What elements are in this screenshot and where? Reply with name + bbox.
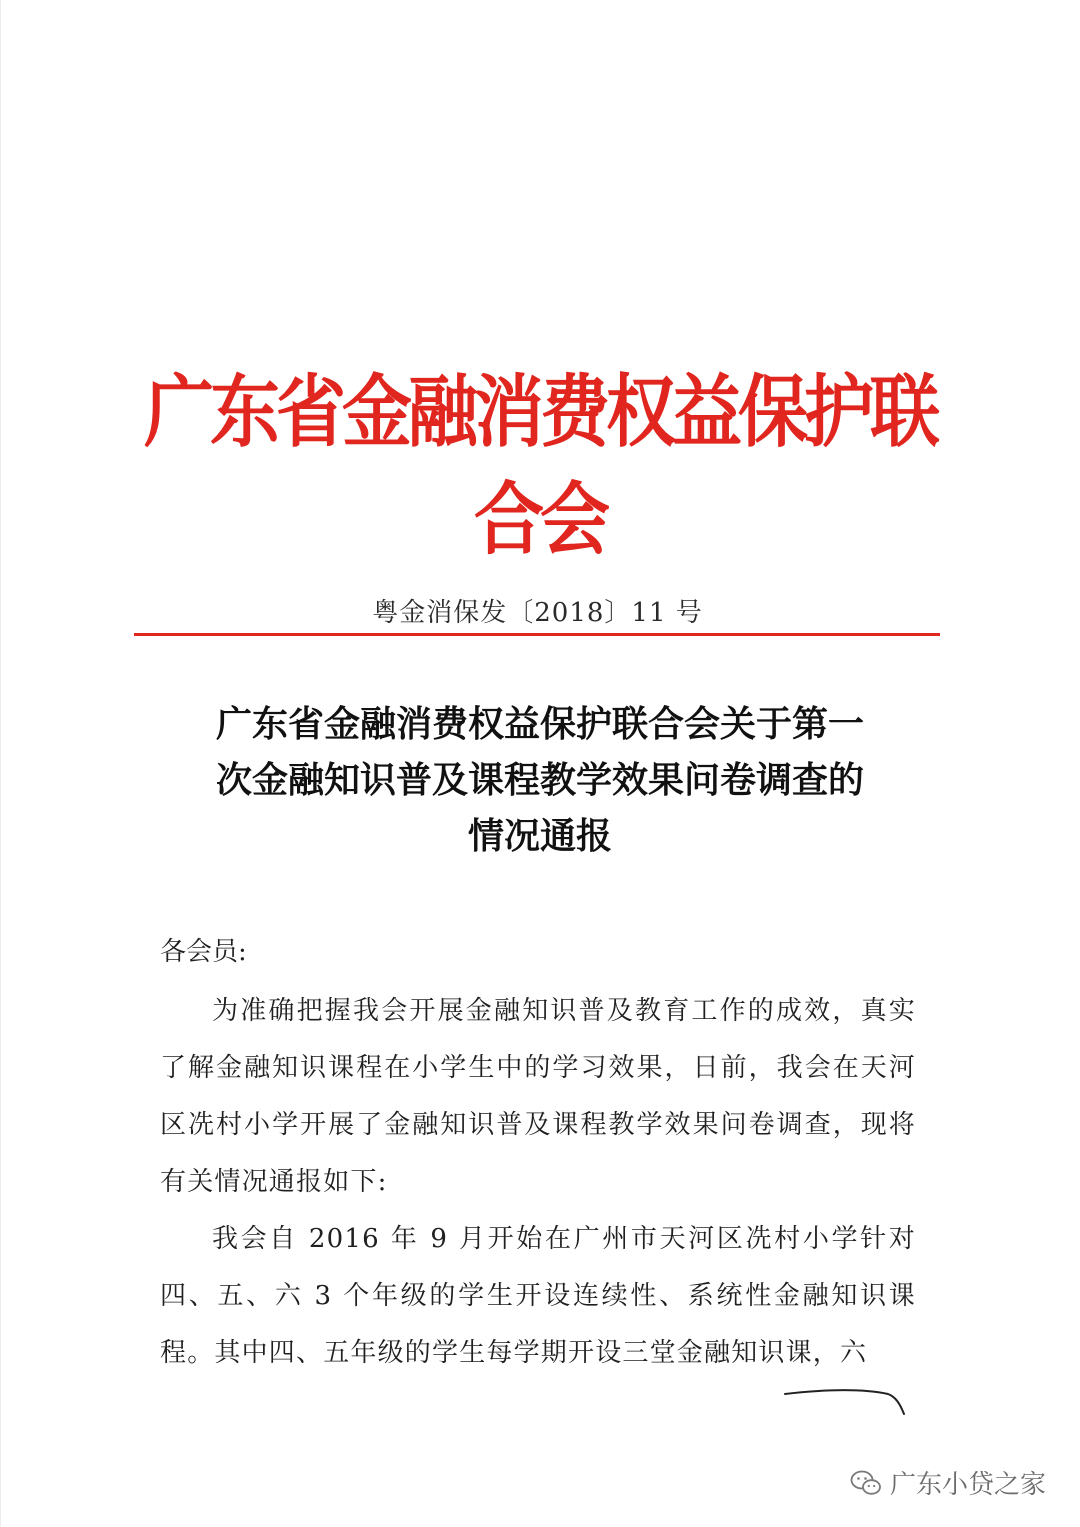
document-title (160, 697, 920, 865)
wechat-watermark (850, 1464, 1046, 1501)
pen-stroke-mark (780, 1380, 910, 1420)
masthead-org-name: 广东省金融消费权益保护联合会 (144, 366, 936, 566)
body-paragraph: 我会自 2016 年 9 月开始在广州市天河区冼村小学针对四、五、六 3 个年级的学生开设连续性、系统性金融知识课程。其中四、五年级的学生每学期开设三堂金融知识课，六 (160, 1224, 916, 1368)
body-text (160, 983, 916, 1382)
watermark-text: 广东小贷之家 (889, 1470, 1046, 1500)
red-divider-line (134, 633, 940, 636)
body-paragraph: 为准确把握我会开展金融知识普及教育工作的成效，真实了解金融知识课程在小学生中的学习效果，日前，我会在天河区冼村小学开展了金融知识普及课程教学效果问卷调查，现将有关情况通报如下: (160, 996, 916, 1197)
title-line: 广东省金融消费权益保护联合会关于第一 (215, 704, 864, 745)
salutation: 各会员: (160, 937, 247, 967)
title-line: 次金融知识普及课程教学效果问卷调查的 (215, 760, 864, 801)
document-number: 粤金消保发〔2018〕11 号 (372, 598, 703, 628)
wechat-icon (850, 1469, 882, 1497)
title-line: 情况通报 (467, 816, 612, 857)
